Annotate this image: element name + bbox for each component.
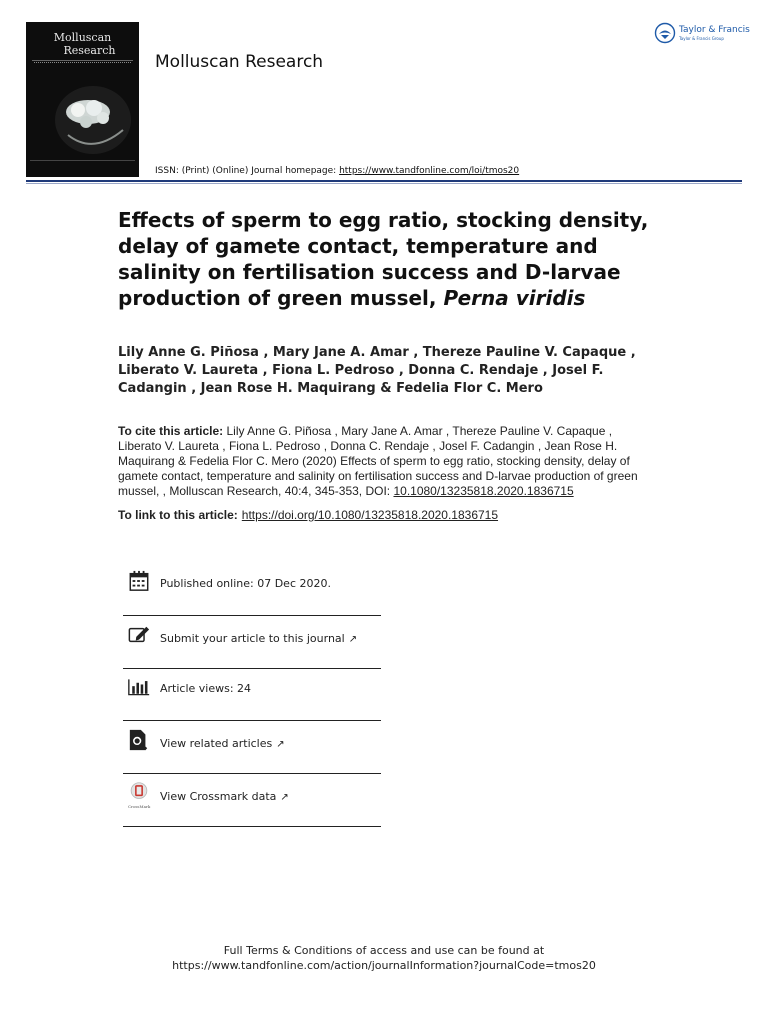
- crossmark-icon: [128, 782, 150, 804]
- header-rule: [26, 180, 742, 182]
- info-divider: [123, 826, 381, 827]
- published-date-text: Published online: 07 Dec 2020.: [160, 577, 331, 590]
- article-title-main: Effects of sperm to egg ratio, stocking density, delay of gamete contact, temperature and salinity on fertilisation success and D-larvae production of green mussel,: [118, 208, 649, 310]
- cover-title-line1: Molluscan: [53, 31, 112, 44]
- footer-terms: [0, 943, 768, 973]
- cover-rule: [32, 60, 133, 61]
- external-link-icon: ↗: [276, 739, 285, 750]
- article-title-species: Perna viridis: [443, 286, 586, 310]
- taylor-francis-logo-icon: [654, 22, 676, 44]
- article-views-text: Article views: 24: [160, 682, 252, 695]
- publisher-subname: Taylor & Francis Group: [679, 36, 724, 41]
- info-divider: [123, 720, 381, 721]
- footer-terms-link[interactable]: https://www.tandfonline.com/action/journalInformation?journalCode=tmos20: [172, 959, 596, 972]
- crossmark-link[interactable]: [160, 790, 289, 803]
- cover-footer-strip: [30, 160, 135, 171]
- cover-meta-strip: [34, 62, 131, 66]
- info-divider: [123, 615, 381, 616]
- citation-block: [118, 424, 658, 499]
- related-articles-link[interactable]: [160, 737, 285, 750]
- crossmark-label: View Crossmark data: [160, 790, 277, 803]
- cover-title: [26, 31, 139, 57]
- journal-homepage-link[interactable]: https://www.tandfonline.com/loi/tmos20: [339, 166, 520, 176]
- bar-chart-icon: [128, 676, 150, 698]
- journal-name: Molluscan Research: [155, 52, 324, 72]
- external-link-icon: ↗: [280, 792, 289, 803]
- cite-text: Lily Anne G. Piñosa , Mary Jane A. Amar , Thereze Pauline V. Capaque , Liberato V. Laureta , Fiona L. Pedroso , Donna C. Rendaje , Josel F. Cadangin , Jean Rose H. Maquirang & Fedelia Flor C. Mero (2020) Effects of sperm to egg ratio, stocking density, delay of gamete contact, temperature and salinity on fertilisation success and D-larvae production of green mussel, , Molluscan Research, 40:4, 345-353, DOI:: [118, 424, 638, 498]
- publisher-name: Taylor & Francis: [679, 25, 750, 35]
- external-link-icon: ↗: [348, 634, 358, 645]
- cite-label: To cite this article:: [118, 424, 224, 438]
- article-link-line: [118, 508, 498, 522]
- submit-article-label: Submit your article to this journal: [160, 632, 345, 645]
- crossmark-logo-text: CrossMark: [128, 804, 151, 809]
- journal-cover: [26, 22, 139, 177]
- submit-article-link[interactable]: [160, 632, 357, 645]
- edit-icon: [128, 624, 150, 646]
- link-label: To link to this article:: [118, 508, 238, 522]
- info-divider: [123, 773, 381, 774]
- publisher-logo[interactable]: [654, 22, 749, 48]
- search-document-icon: [128, 729, 150, 751]
- article-doi-link[interactable]: https://doi.org/10.1080/13235818.2020.1836715: [241, 508, 499, 522]
- issn-prefix: ISSN: (Print) (Online) Journal homepage:: [155, 166, 340, 176]
- cite-doi-link[interactable]: 10.1080/13235818.2020.1836715: [393, 484, 574, 498]
- info-divider: [123, 668, 381, 669]
- article-authors: Lily Anne G. Piñosa , Mary Jane A. Amar , Thereze Pauline V. Capaque , Liberato V. Laureta , Fiona L. Pedroso , Donna C. Rendaje , Josel F. Cadangin , Jean Rose H. Maquirang & Fedelia Flor C. Mero: [118, 345, 636, 396]
- calendar-icon: [128, 570, 150, 592]
- article-title: [118, 207, 658, 311]
- cover-shell-image: [48, 80, 138, 160]
- footer-line1: Full Terms & Conditions of access and use can be found at: [223, 944, 545, 957]
- related-articles-label: View related articles: [160, 737, 273, 750]
- issn-line: [155, 166, 519, 176]
- header-rule-thin: [26, 183, 742, 184]
- cover-title-line2: Research: [63, 44, 116, 57]
